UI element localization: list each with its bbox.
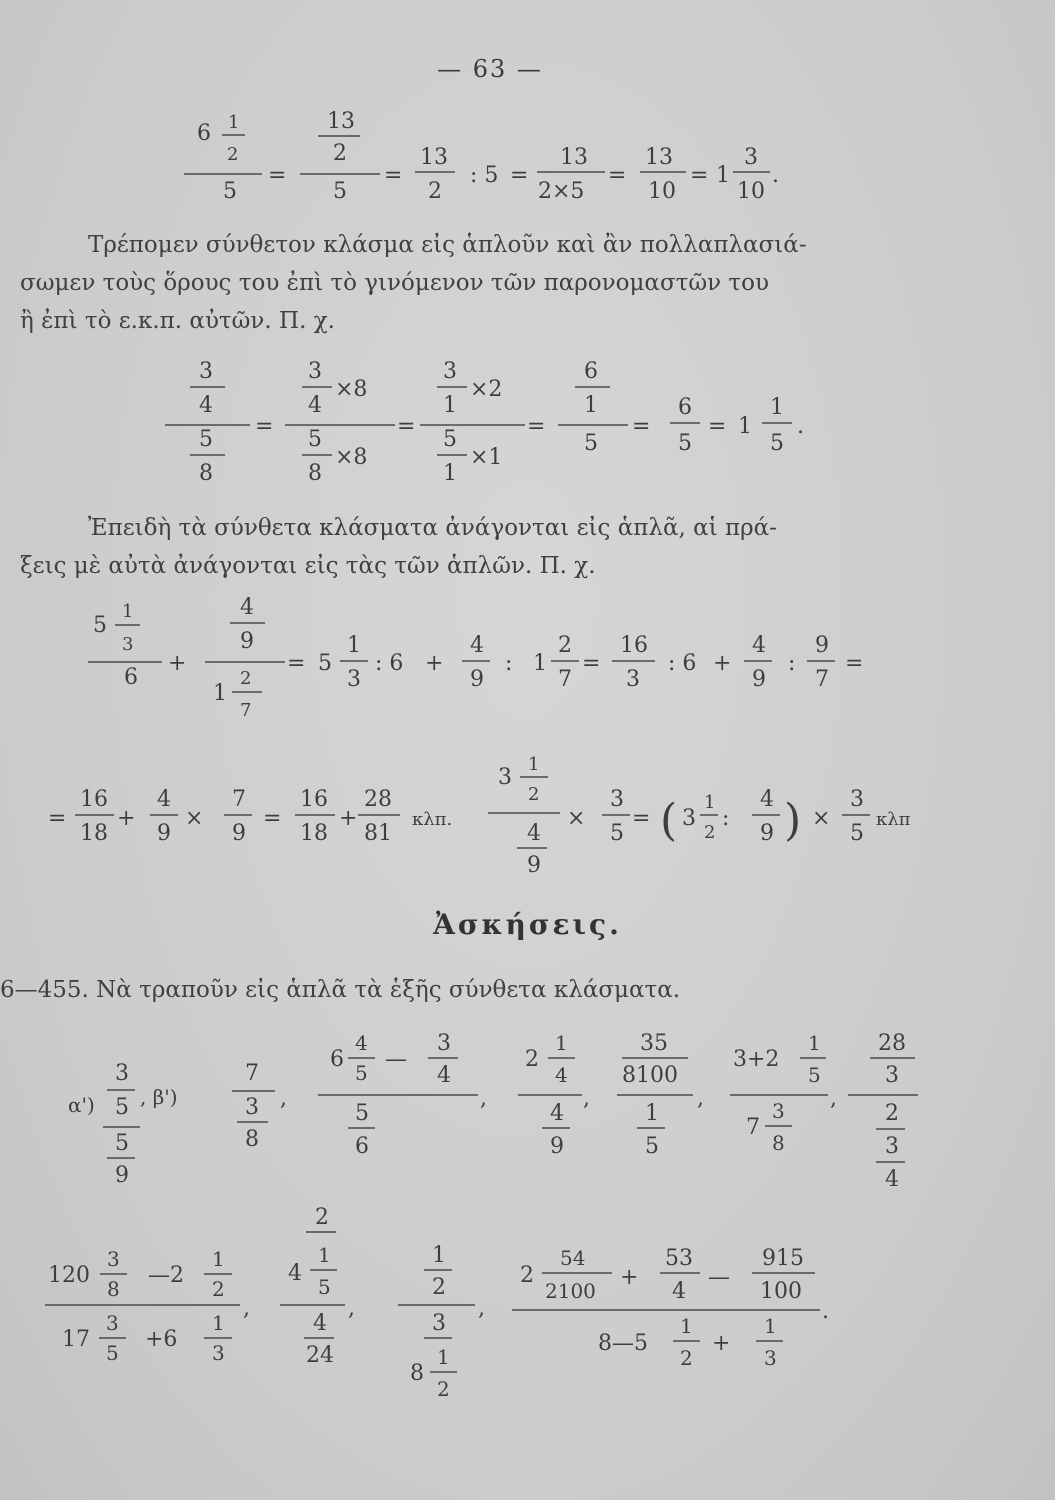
math-sign: = xyxy=(384,163,403,188)
math-digit: 1 xyxy=(228,112,240,133)
math-sign: : xyxy=(722,806,730,831)
math-label: α') xyxy=(68,1093,95,1117)
math-sign: . xyxy=(797,414,804,439)
math-digit: 2 xyxy=(520,1263,534,1288)
math-digit: 4 xyxy=(550,1101,564,1126)
math-digit: 7 xyxy=(558,667,572,692)
math-digit: 1 xyxy=(764,1314,777,1338)
math-sign: . xyxy=(822,1299,829,1324)
math-digit: 4 xyxy=(288,1261,302,1286)
math-digit: 10 xyxy=(648,179,676,204)
math-sign: = xyxy=(845,651,864,676)
math-digit: 2 xyxy=(227,144,239,165)
math-sign: , xyxy=(480,1086,487,1111)
math-digit: 1 xyxy=(443,461,457,486)
math-sign: = xyxy=(510,163,529,188)
math-digit: 13 xyxy=(560,145,588,170)
math-expr: 8—5 xyxy=(598,1331,648,1356)
math-digit: 1 xyxy=(680,1314,693,1338)
text-line: σωμεν τοὺς ὅρους του ἐπὶ τὸ γινόμενον τῶν παρονομαστῶν του xyxy=(20,270,769,296)
math-sign: , xyxy=(830,1086,837,1111)
math-digit: 3 xyxy=(772,1099,785,1123)
math-digit: 2 xyxy=(437,1377,450,1401)
math-digit: 9 xyxy=(752,667,766,692)
math-digit: 6 xyxy=(678,395,692,420)
math-digit: 5 xyxy=(610,821,624,846)
math-digit: 3 xyxy=(199,359,213,384)
math-sign: : xyxy=(788,651,796,676)
math-expr: ×1 xyxy=(470,445,503,470)
math-sign: + xyxy=(339,806,358,831)
math-digit: 1 xyxy=(347,633,361,658)
math-digit: 1 xyxy=(770,395,784,420)
math-sign: , xyxy=(697,1086,704,1111)
math-digit: 2 xyxy=(704,822,716,843)
math-digit: 1 xyxy=(645,1101,659,1126)
math-digit: 1 xyxy=(212,1311,225,1335)
math-digit: 4 xyxy=(355,1031,368,1055)
math-digit: 54 xyxy=(560,1246,586,1270)
math-sign: = xyxy=(632,414,651,439)
math-digit: 3 xyxy=(610,787,624,812)
math-digit: 13 xyxy=(645,145,673,170)
math-sign: , xyxy=(348,1296,355,1321)
math-digit: 5 xyxy=(770,431,784,456)
math-digit: 3 xyxy=(347,667,361,692)
math-digit: 4 xyxy=(555,1063,568,1087)
math-digit: 3 xyxy=(107,1247,120,1271)
math-digit: 3 xyxy=(764,1346,777,1370)
math-sign: : xyxy=(505,651,513,676)
exercise-row-1 xyxy=(68,1031,918,1192)
math-digit: 4 xyxy=(199,393,213,418)
math-digit: 3 xyxy=(432,1311,446,1336)
math-digit: 4 xyxy=(527,821,541,846)
math-sign: , xyxy=(280,1086,287,1111)
math-digit: 1 xyxy=(555,1031,568,1055)
math-digit: 3 xyxy=(885,1134,899,1159)
math-expr: 3+2 xyxy=(733,1047,780,1072)
equation-2 xyxy=(165,359,804,486)
math-sign: = xyxy=(268,163,287,188)
math-digit: 3 xyxy=(498,765,512,790)
math-digit: 1 xyxy=(318,1243,331,1267)
math-sign: = xyxy=(690,163,709,188)
math-abbr: κλπ xyxy=(876,809,911,830)
math-digit: 3 xyxy=(245,1095,259,1120)
math-digit: 81 xyxy=(364,821,392,846)
math-digit: 16 xyxy=(300,787,328,812)
math-sign: , xyxy=(583,1086,590,1111)
text-line: Τρέπομεν σύνθετον κλάσμα εἰς ἁπλοῦν καὶ ἂν πολλαπλασιά- xyxy=(88,232,807,258)
math-sign: = xyxy=(582,651,601,676)
math-digit: 2 xyxy=(240,668,252,689)
math-expr: —2 xyxy=(148,1263,184,1288)
math-digit: 3 xyxy=(437,1031,451,1056)
math-digit: 5 xyxy=(318,651,332,676)
math-digit: 5 xyxy=(93,613,107,638)
math-digit: 35 xyxy=(640,1031,668,1056)
math-digit: 4 xyxy=(313,1311,327,1336)
math-digit: 1 xyxy=(437,1345,450,1369)
math-sign: , xyxy=(478,1296,485,1321)
math-sign: : 6 xyxy=(668,651,697,676)
math-digit: 5 xyxy=(678,431,692,456)
math-digit: 16 xyxy=(80,787,108,812)
math-digit: 24 xyxy=(306,1343,334,1368)
math-digit: 2 xyxy=(333,141,347,166)
math-digit: 7 xyxy=(815,667,829,692)
math-digit: 6 xyxy=(197,121,211,146)
math-digit: 3 xyxy=(308,359,322,384)
math-digit: 5 xyxy=(355,1101,369,1126)
math-digit: 2 xyxy=(315,1205,329,1230)
math-sign: — xyxy=(708,1265,730,1290)
math-digit: 2 xyxy=(428,179,442,204)
math-digit: 5 xyxy=(645,1134,659,1159)
math-abbr: κλπ. xyxy=(412,809,453,830)
math-digit: 9 xyxy=(550,1134,564,1159)
math-sign: + xyxy=(712,1331,731,1356)
math-digit: 3 xyxy=(212,1341,225,1365)
math-digit: 8 xyxy=(199,461,213,486)
math-digit: 1 xyxy=(432,1243,446,1268)
math-sign: = xyxy=(632,806,651,831)
math-digit: 4 xyxy=(240,595,254,620)
math-digit: 2 xyxy=(558,633,572,658)
math-digit: 2 xyxy=(212,1277,225,1301)
math-digit: 9 xyxy=(527,853,541,878)
math-digit: 3 xyxy=(744,145,758,170)
math-digit: 3 xyxy=(122,634,134,655)
text-line: ξεις μὲ αὐτὰ ἀνάγονται εἰς τὰς τῶν ἁπλῶν. Π. χ. xyxy=(20,553,596,579)
math-digit: 6 xyxy=(355,1134,369,1159)
math-digit: 5 xyxy=(355,1061,368,1085)
math-digit: 6 xyxy=(584,359,598,384)
math-digit: 3 xyxy=(443,359,457,384)
math-digit: 3 xyxy=(626,667,640,692)
math-digit: 9 xyxy=(157,821,171,846)
math-sign: — xyxy=(385,1047,407,1072)
math-digit: 53 xyxy=(665,1246,693,1271)
math-sign: + xyxy=(117,806,136,831)
equation-4 xyxy=(48,754,911,878)
math-digit: 9 xyxy=(115,1163,129,1188)
math-digit: 915 xyxy=(762,1246,804,1271)
math-expr: ×2 xyxy=(470,377,503,402)
exercise-instruction: 6—455. Νὰ τραποῦν εἰς ἁπλᾶ τὰ ἑξῆς σύνθετα κλάσματα. xyxy=(0,977,681,1003)
math-sign: + xyxy=(425,651,444,676)
math-digit: 1 xyxy=(716,163,730,188)
math-digit: 28 xyxy=(878,1031,906,1056)
page-number: — 63 — xyxy=(437,55,543,83)
math-digit: 4 xyxy=(437,1063,451,1088)
math-digit: 2 xyxy=(885,1101,899,1126)
math-sign: ) xyxy=(784,795,802,846)
math-digit: 1 xyxy=(584,393,598,418)
math-digit: 2 xyxy=(432,1275,446,1300)
math-digit: 7 xyxy=(240,700,252,721)
text-line: ἢ ἐπὶ τὸ ε.κ.π. αὐτῶν. Π. χ. xyxy=(20,308,335,334)
section-heading: Ἀσκήσεις. xyxy=(433,908,622,941)
math-digit: 120 xyxy=(48,1263,90,1288)
math-sign: × xyxy=(185,806,204,831)
math-digit: 4 xyxy=(470,633,484,658)
math-digit: 8100 xyxy=(622,1063,678,1088)
math-digit: 13 xyxy=(420,145,448,170)
math-digit: 5 xyxy=(115,1095,129,1120)
math-digit: 2 xyxy=(680,1346,693,1370)
math-expr: ×8 xyxy=(335,377,368,402)
math-digit: 18 xyxy=(300,821,328,846)
math-digit: 17 xyxy=(62,1327,90,1352)
math-digit: 5 xyxy=(333,179,347,204)
math-digit: 7 xyxy=(245,1061,259,1086)
math-sign: = xyxy=(48,806,67,831)
text-line: Ἐπειδὴ τὰ σύνθετα κλάσματα ἀνάγονται εἰς ἁπλᾶ, αἱ πρά- xyxy=(88,515,777,541)
math-digit: 1 xyxy=(808,1031,821,1055)
math-digit: 5 xyxy=(223,179,237,204)
math-digit: 3 xyxy=(682,806,696,831)
math-digit: 5 xyxy=(808,1063,821,1087)
math-expr: +6 xyxy=(145,1327,178,1352)
math-digit: 2 xyxy=(528,784,540,805)
math-sign: ( xyxy=(660,795,678,846)
math-digit: 5 xyxy=(850,821,864,846)
math-sign: : 6 xyxy=(375,651,404,676)
math-sign: = xyxy=(527,414,546,439)
math-digit: 4 xyxy=(885,1167,899,1192)
math-sign: = xyxy=(397,414,416,439)
math-digit: 2 xyxy=(525,1047,539,1072)
math-digit: 1 xyxy=(122,601,134,622)
math-digit: 1 xyxy=(704,792,716,813)
math-digit: 9 xyxy=(760,821,774,846)
math-digit: 4 xyxy=(308,393,322,418)
math-sign: : 5 xyxy=(470,163,499,188)
math-digit: 3 xyxy=(106,1311,119,1335)
math-digit: 5 xyxy=(106,1341,119,1365)
math-digit: 5 xyxy=(199,427,213,452)
math-digit: 1 xyxy=(533,651,547,676)
math-sign: + xyxy=(713,651,732,676)
math-digit: 9 xyxy=(232,821,246,846)
math-digit: 6 xyxy=(330,1047,344,1072)
math-digit: 9 xyxy=(815,633,829,658)
math-digit: 8 xyxy=(245,1127,259,1152)
math-expr: ×8 xyxy=(335,445,368,470)
math-digit: 5 xyxy=(318,1275,331,1299)
math-digit: 8 xyxy=(772,1131,785,1155)
math-digit: 100 xyxy=(760,1279,802,1304)
math-digit: 1 xyxy=(738,414,752,439)
math-digit: 1 xyxy=(212,1247,225,1271)
math-sign: = xyxy=(608,163,627,188)
math-digit: 4 xyxy=(752,633,766,658)
math-digit: 18 xyxy=(80,821,108,846)
math-digit: 3 xyxy=(885,1063,899,1088)
math-digit: 7 xyxy=(746,1115,760,1140)
math-digit: 1 xyxy=(443,393,457,418)
math-digit: 13 xyxy=(327,109,355,134)
math-digit: 5 xyxy=(443,427,457,452)
math-sign: + xyxy=(168,651,187,676)
math-digit: 28 xyxy=(364,787,392,812)
math-digit: 9 xyxy=(240,629,254,654)
math-digit: 1 xyxy=(213,681,227,706)
math-digit: 10 xyxy=(737,179,765,204)
math-digit: 3 xyxy=(115,1061,129,1086)
math-digit: 5 xyxy=(584,431,598,456)
math-digit: 4 xyxy=(672,1279,686,1304)
math-digit: 6 xyxy=(124,665,138,690)
math-digit: 4 xyxy=(760,787,774,812)
math-sign: = xyxy=(263,806,282,831)
math-label: , β') xyxy=(140,1085,178,1109)
math-sign: = xyxy=(255,414,274,439)
math-digit: 4 xyxy=(157,787,171,812)
exercise-row-2 xyxy=(45,1205,829,1401)
math-digit: 16 xyxy=(620,633,648,658)
math-digit: 9 xyxy=(470,667,484,692)
math-digit: 1 xyxy=(528,754,540,775)
math-sign: × xyxy=(812,806,831,831)
math-digit: 8 xyxy=(410,1361,424,1386)
math-sign: × xyxy=(567,806,586,831)
equation-3 xyxy=(88,595,863,721)
math-expr: 2×5 xyxy=(538,179,585,204)
math-digit: 5 xyxy=(115,1131,129,1156)
math-digit: 8 xyxy=(107,1277,120,1301)
math-sign: . xyxy=(772,163,779,188)
math-sign: = xyxy=(708,414,727,439)
math-sign: + xyxy=(620,1265,639,1290)
math-digit: 3 xyxy=(850,787,864,812)
math-digit: 2100 xyxy=(545,1279,596,1303)
math-digit: 7 xyxy=(232,787,246,812)
math-digit: 8 xyxy=(308,461,322,486)
math-digit: 5 xyxy=(308,427,322,452)
math-sign: , xyxy=(243,1296,250,1321)
math-sign: = xyxy=(287,651,306,676)
equation-1 xyxy=(184,109,779,204)
